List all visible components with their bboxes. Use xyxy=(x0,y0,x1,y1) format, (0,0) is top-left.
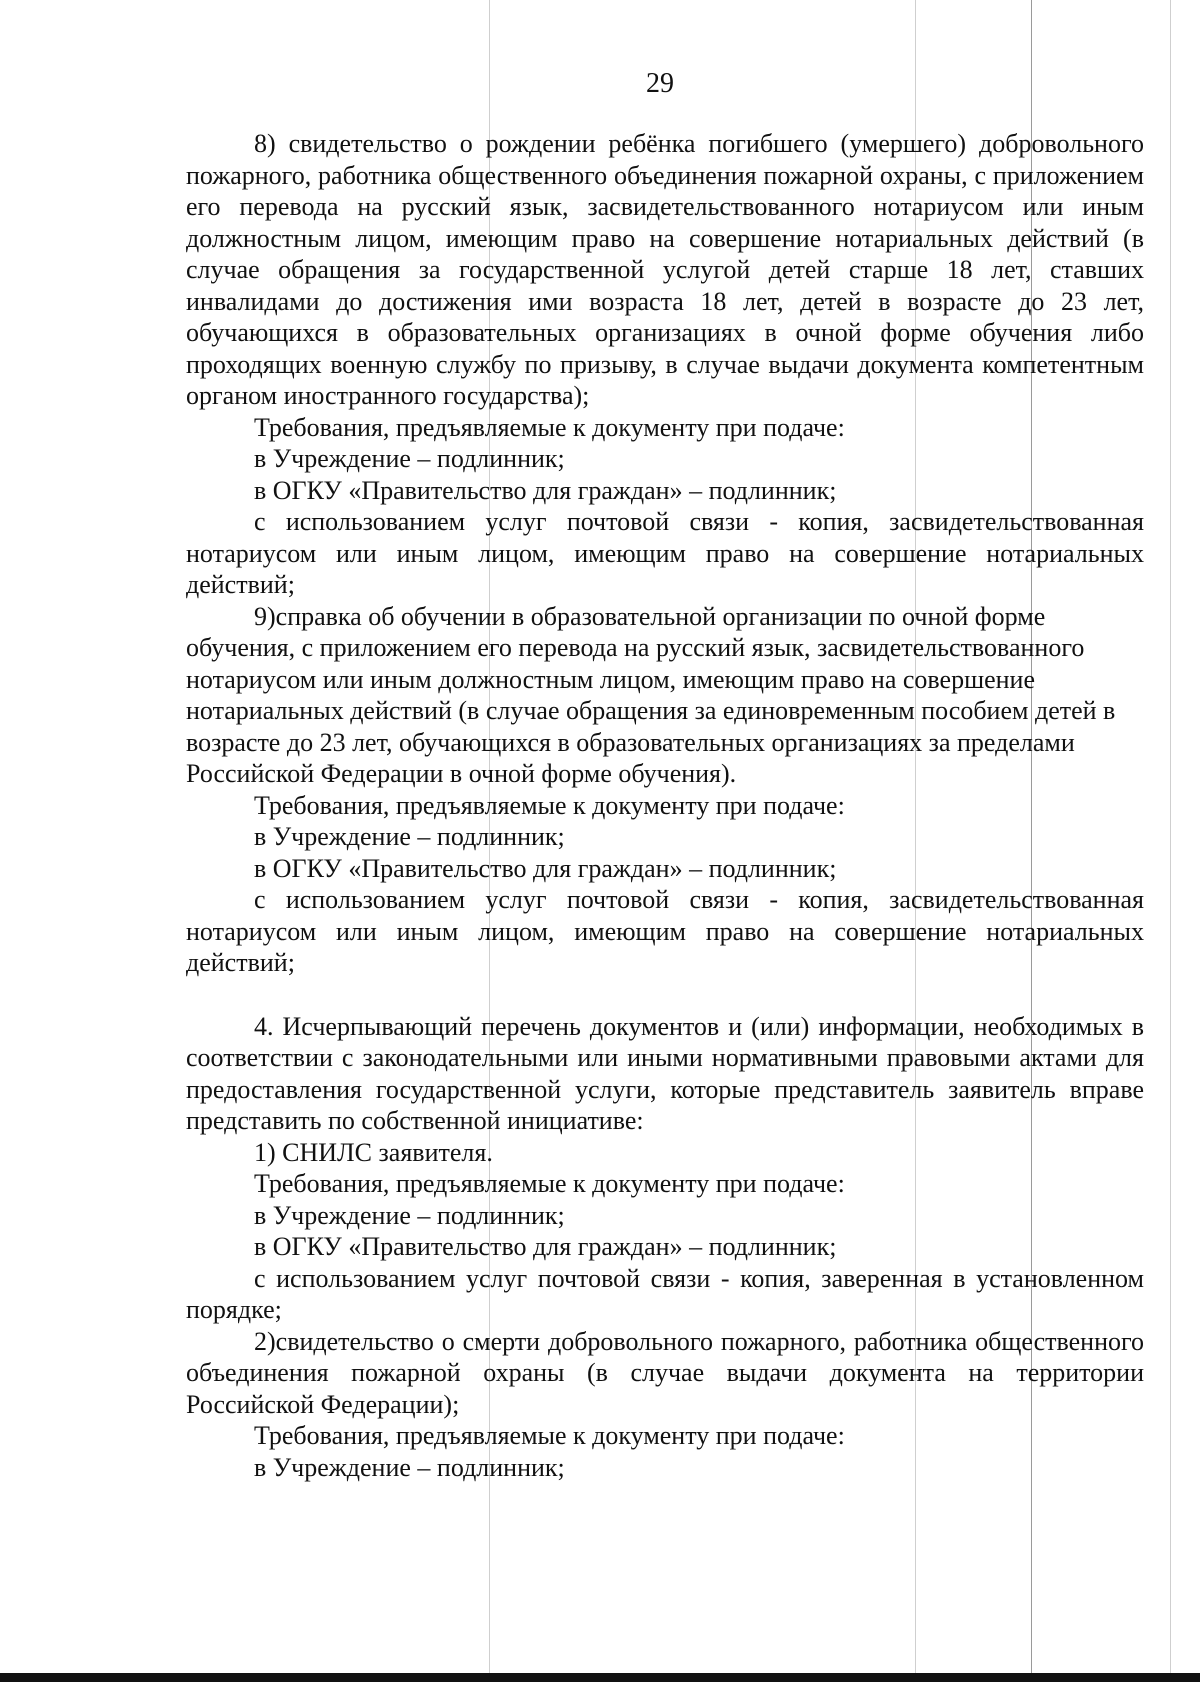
paragraph: в ОГКУ «Правительство для граждан» – подлинник; xyxy=(254,1232,837,1261)
paragraph: с использованием услуг почтовой связи - копия, засвидетельствованная нотариусом или иным лицом, имеющим право на совершение нотариальных действий; xyxy=(186,507,1144,599)
paragraph: с использованием услуг почтовой связи - копия, засвидетельствованная нотариусом или иным лицом, имеющим право на совершение нотариальных действий; xyxy=(186,885,1144,977)
paragraph: в ОГКУ «Правительство для граждан» – подлинник; xyxy=(254,475,837,505)
paragraph: в Учреждение – подлинник; xyxy=(254,822,565,851)
paragraph: 1) СНИЛС заявителя. xyxy=(254,1137,493,1167)
paragraph: 2)свидетельство о смерти добровольного пожарного, работника общественного объединения пожарной охраны (в случае выдачи документа на территории Российской Федерации); xyxy=(186,1326,1144,1419)
paragraph: Требования, предъявляемые к документу при подаче: xyxy=(254,1169,845,1198)
paragraph: 9)справка об обучении в образовательной организации по очной форме обучения, с приложением его перевода на русский язык, засвидетельствованного нотариусом или иным должностным лицом, имеющим право на совершение нотариальных действий (в случае обращения за единовременным пособием детей в возрасте до 23 лет, обучающихся в образовательных организациях за пределами Российской Федерации в очной форме обучения). xyxy=(186,601,1116,788)
paragraph: Требования, предъявляемые к документу при подаче: xyxy=(254,412,845,442)
paragraph: с использованием услуг почтовой связи - копия, заверенная в установленном порядке; xyxy=(186,1263,1144,1324)
scan-artifact-line xyxy=(1170,0,1171,1675)
paragraph: Требования, предъявляемые к документу при подаче: xyxy=(254,1421,845,1450)
paragraph: Требования, предъявляемые к документу при подаче: xyxy=(254,790,845,820)
paragraph: в Учреждение – подлинник; xyxy=(254,1452,565,1482)
paragraph: в Учреждение – подлинник; xyxy=(254,1200,565,1230)
page-number: 29 xyxy=(646,68,674,99)
paragraph: 4. Исчерпывающий перечень документов и (или) информации, необходимых в соответствии с законодательными или иными нормативными правовыми актами для предоставления государственной услуги, которые представитель заявитель вправе представить по собственной инициативе: xyxy=(186,1011,1144,1135)
paragraph: в ОГКУ «Правительство для граждан» – подлинник; xyxy=(254,853,837,883)
paragraph: в Учреждение – подлинник; xyxy=(254,444,565,473)
paragraph: 8) свидетельство о рождении ребёнка погибшего (умершего) добровольного пожарного, работника общественного объединения пожарной охраны, с приложением его перевода на русский язык, засвидетельствованного нотариусом или иным должностным лицом, имеющим право на совершение нотариальных действий (в случае обращения за государственной услугой детей старше 18 лет, ставших инвалидами до достижения ими возраста 18 лет, детей в возрасте до 23 лет, обучающихся в образовательных организациях в очной форме обучения либо проходящих военную службу по призыву, в случае выдачи документа компетентным органом иностранного государства); xyxy=(186,129,1144,410)
document-body xyxy=(186,128,1144,1483)
bottom-border xyxy=(0,1673,1200,1682)
paragraph-gap xyxy=(186,979,1144,1011)
